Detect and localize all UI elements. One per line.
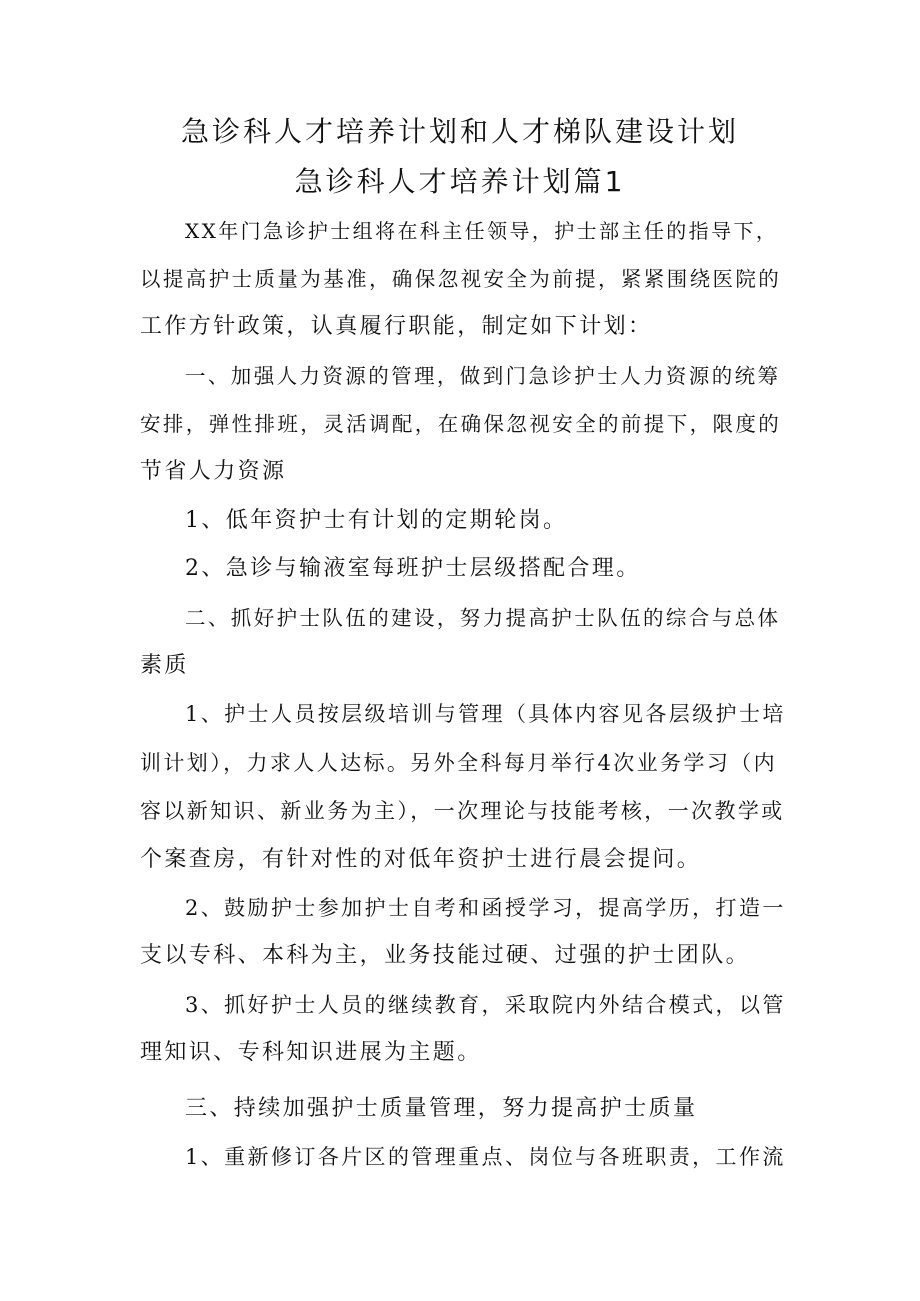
body-line-11: 1、护士人员按层级培训与管理（具体内容见各层级护士培: [185, 702, 786, 726]
body-line-9: 二、抓好护士队伍的建设，努力提高护士队伍的综合与总体: [185, 606, 781, 630]
body-line-5: 安排，弹性排班，灵活调配，在确保忽视安全的前提下，限度的: [140, 412, 782, 436]
body-line-16: 支以专科、本科为主，业务技能过硬、过强的护士团队。: [140, 943, 751, 968]
body-line-6: 节省人力资源: [140, 459, 287, 484]
document-subtitle: 急诊科人才培养计划篇1: [294, 165, 626, 198]
body-line-7: 1、低年资护士有计划的定期轮岗。: [185, 508, 568, 533]
body-line-15: 2、鼓励护士参加护士自考和函授学习，提高学历，打造一: [185, 896, 786, 920]
body-line-12: 训计划），力求人人达标。另外全科每月举行4次业务学习（内: [140, 751, 778, 775]
body-line-8: 2、急诊与输液室每班护士层级搭配合理。: [185, 556, 641, 581]
body-line-2: 以提高护士质量为基准，确保忽视安全为前提，紧紧围绕医院的: [140, 267, 782, 291]
body-line-19: 三、持续加强护士质量管理，努力提高护士质量: [185, 1096, 698, 1121]
body-line-18: 理知识、专科知识进展为主题。: [140, 1040, 482, 1065]
body-line-4: 一、加强人力资源的管理，做到门急诊护士人力资源的统筹: [185, 364, 781, 388]
body-line-14: 个案查房，有针对性的对低年资护士进行晨会提问。: [140, 847, 702, 872]
body-line-17: 3、抓好护士人员的继续教育，采取院内外结合模式，以管: [185, 993, 786, 1017]
body-line-1: XX年门急诊护士组将在科主任领导，护士部主任的指导下，: [185, 219, 779, 243]
document-title: 急诊科人才培养计划和人才梯队建设计划: [180, 115, 739, 148]
body-line-13: 容以新知识、新业务为主），一次理论与技能考核，一次教学或: [140, 799, 785, 823]
body-line-3: 工作方针政策，认真履行职能，制定如下计划：: [140, 314, 653, 339]
body-line-20: 1、重新修订各片区的管理重点、岗位与各班职责，工作流: [185, 1145, 786, 1169]
body-line-10: 素质: [140, 653, 189, 678]
